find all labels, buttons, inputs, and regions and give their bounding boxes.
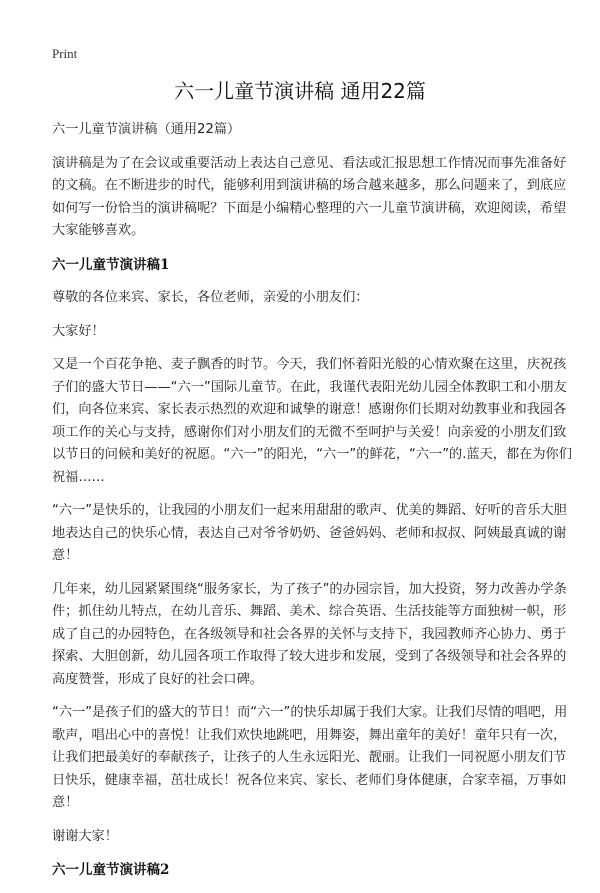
section-heading-1-number: 1 — [160, 256, 170, 273]
body-paragraph: “六一”是孩子们的盛大的节日！而“六一”的快乐却属于我们大家。让我们尽情的唱吧，用歌声，唱出心中的喜悦！让我们欢快地跳吧，用舞姿，舞出童年的美好！童年只有一次，让我们把最美好的奉献孩子，让孩子的人生永远阳光、靓丽。让我们一同祝愿小朋友们节日快乐，健康幸福，茁壮成长！祝各位来宾、家长、老师们身体健康，合家幸福，万事如意！ — [52, 705, 568, 810]
section-heading-1 — [52, 254, 572, 277]
print-link[interactable]: Print — [52, 46, 78, 61]
section-heading-2-number: 2 — [160, 862, 170, 878]
salutation: 尊敬的各位来宾、家长，各位老师，亲爱的小朋友们： — [52, 290, 369, 305]
document-title: 六一儿童节演讲稿 通用22篇 — [174, 79, 426, 103]
section-heading-1-text: 六一儿童节演讲稿 — [52, 256, 160, 273]
intro-paragraph: 演讲稿是为了在会议或重要活动上表达自己意见、看法或汇报思想工作情况而事先准备好的文稿。在不断进步的时代，能够利用到演讲稿的场合越来越多，那么问题来了，到底应如何写一份恰当的演讲稿呢？下面是小编精心整理的六一儿童节演讲稿，欢迎阅读，希望大家能够喜欢。 — [52, 155, 567, 238]
document-subtitle: 六一儿童节演讲稿（通用22篇） — [52, 122, 241, 137]
section-heading-2 — [52, 859, 572, 882]
closing-thanks: 谢谢大家！ — [52, 828, 118, 844]
body-paragraph: 几年来，幼儿园紧紧围绕“服务家长，为了孩子”的办园宗旨，加大投资，努力改善办学条件；抓住幼儿特点，在幼儿音乐、舞蹈、美术、综合英语、生活技能等方面独树一帜，形成了自己的办园特色，在各级领导和社会各界的关怀与支持下，我园教师齐心协力、勇于探索、大胆创新，幼儿园各项工作取得了较大进步和发展，受到了各级领导和社会各界的高度赞誉，形成了良好的社会口碑。 — [52, 581, 567, 687]
greeting: 大家好！ — [52, 323, 105, 339]
section-heading-2-text: 六一儿童节演讲稿 — [52, 862, 160, 878]
body-paragraph: “六一”是快乐的，让我园的小朋友们一起来用甜甜的歌声、优美的舞蹈、好听的音乐大胆地表达自己的快乐心情，表达自己对爷爷奶奶、爸爸妈妈、老师和叔叔、阿姨最真诚的谢意！ — [52, 503, 567, 563]
body-paragraph: 又是一个百花争艳、麦子飘香的时节。今天，我们怀着阳光般的心情欢聚在这里，庆祝孩子们的盛大节日——“六一”国际儿童节。在此，我谨代表阳光幼儿园全体教职工和小朋友们，向各位来宾、家长表示热烈的欢迎和诚挚的谢意！感谢你们长期对幼教事业和我园各项工作的关心与支持，感谢你们对小朋友们的无微不至呵护与关爱！向亲爱的小朋友们致以节日的问候和美好的祝愿。“六一”的阳光，“六一”的鲜花，“六一”的.蓝天，都在为你们祝福…… — [52, 357, 572, 485]
document-body — [52, 119, 572, 893]
